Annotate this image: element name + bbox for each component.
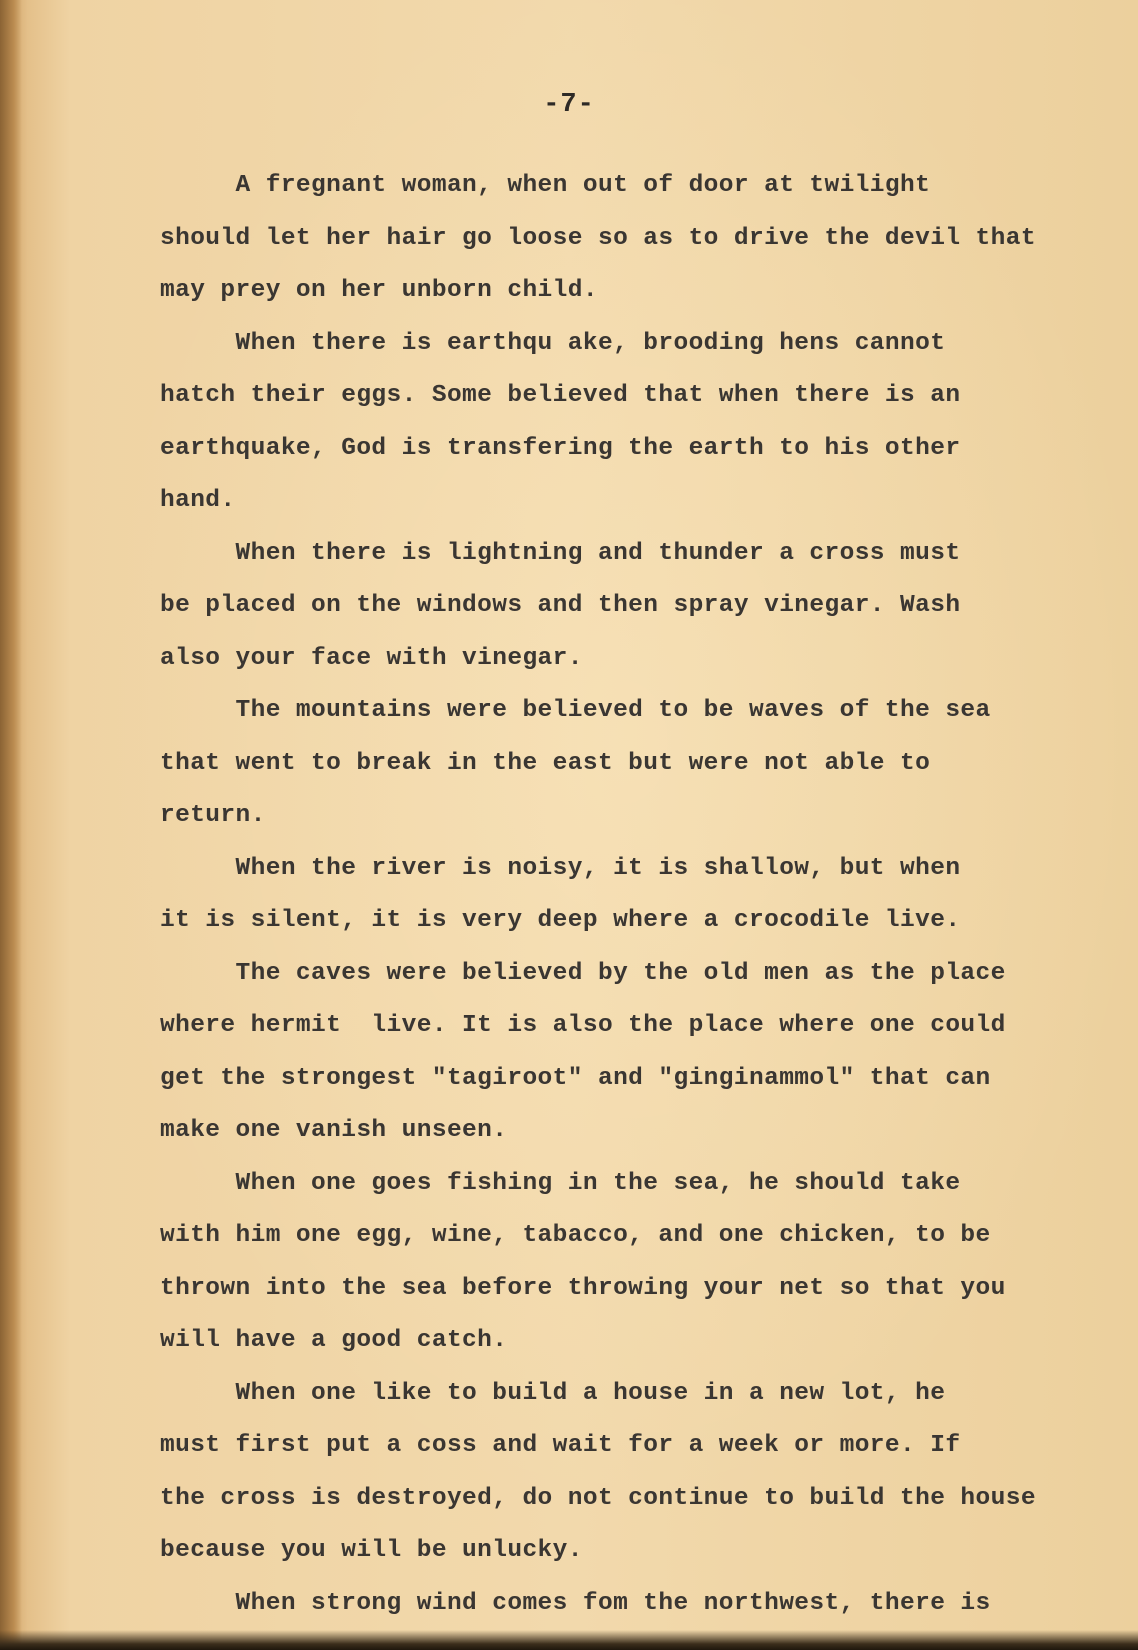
text-line: A fregnant woman, when out of door at twilight (160, 172, 931, 199)
text-line: it is silent, it is very deep where a crocodile live. (160, 907, 961, 934)
text-line: may prey on her unborn child. (160, 277, 598, 304)
page-bottom-edge (0, 1630, 1138, 1650)
text-line: When there is lightning and thunder a cross must (160, 539, 961, 567)
text-line: get the strongest "tagiroot" and "ginginammol" that can (160, 1064, 991, 1092)
text-line: When there is earthqu ake, brooding hens cannot (160, 329, 946, 357)
paragraph-pregnant-woman (160, 160, 1080, 318)
text-line: should let her hair go loose so as to drive the devil that (160, 224, 1036, 252)
paragraph-wind (160, 1578, 1080, 1631)
paragraph-house (160, 1368, 1080, 1578)
paragraph-fishing (160, 1158, 1080, 1368)
text-line: with him one egg, wine, tabacco, and one chicken, to be (160, 1222, 991, 1249)
text-line: return. (160, 802, 266, 829)
text-line: make one vanish unseen. (160, 1117, 508, 1144)
text-line: When the river is noisy, it is shallow, but when (160, 854, 961, 882)
text-line: When one like to build a house in a new lot, he (160, 1379, 946, 1407)
text-line: When strong wind comes fom the northwest, there is (160, 1589, 991, 1617)
text-line: The caves were believed by the old men as the place (160, 959, 1006, 987)
text-line: hand. (160, 487, 236, 514)
text-line: hatch their eggs. Some believed that when there is an (160, 382, 961, 409)
text-line: thrown into the sea before throwing your net so that you (160, 1274, 1006, 1302)
text-line: be placed on the windows and then spray vinegar. Wash (160, 592, 961, 619)
text-line: When one goes fishing in the sea, he should take (160, 1169, 961, 1197)
text-line: also your face with vinegar. (160, 644, 583, 672)
text-line: The mountains were believed to be waves of the sea (160, 697, 991, 724)
paragraph-caves (160, 948, 1080, 1158)
text-line: because you will be unlucky. (160, 1537, 583, 1564)
page-number: -7- (543, 90, 595, 120)
paragraph-lightning (160, 528, 1080, 686)
paragraph-earthquake (160, 318, 1080, 528)
paragraph-mountains (160, 685, 1080, 843)
page-spine-shadow (0, 0, 22, 1650)
text-line: must first put a coss and wait for a week or more. If (160, 1432, 961, 1459)
page-body (160, 160, 1080, 1630)
text-line: the cross is destroyed, do not continue to build the house (160, 1484, 1036, 1512)
text-line: where hermit live. It is also the place where one could (160, 1012, 1006, 1039)
paragraph-river (160, 843, 1080, 948)
text-line: will have a good catch. (160, 1327, 508, 1354)
text-line: that went to break in the east but were not able to (160, 749, 931, 777)
text-line: earthquake, God is transfering the earth to his other (160, 434, 961, 462)
